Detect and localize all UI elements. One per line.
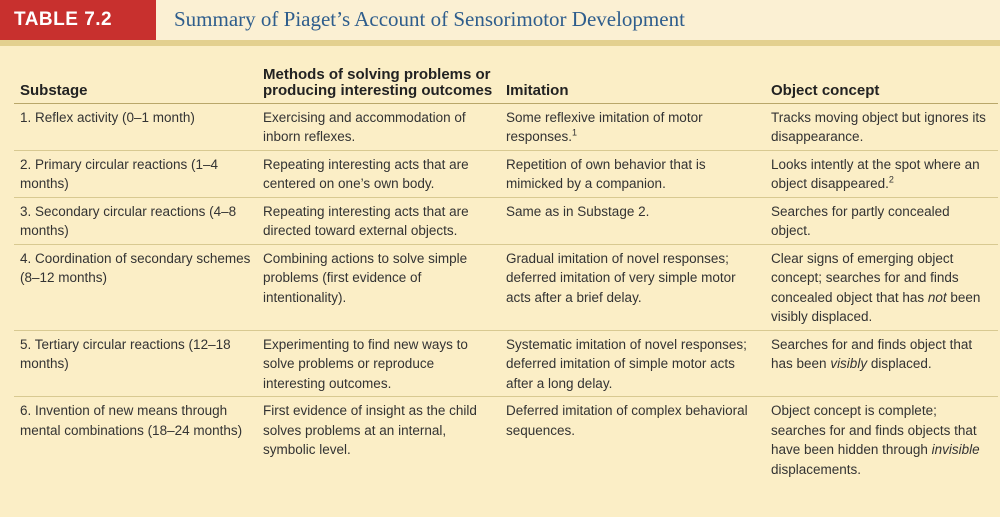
table-row <box>14 330 998 397</box>
header-rule <box>0 40 1000 46</box>
substage-cell: 3. Secondary circular reactions (4–8 months) <box>14 197 257 244</box>
table-row <box>14 397 998 483</box>
table-title: Summary of Piaget’s Account of Sensorimotor Development <box>174 7 685 31</box>
methods-cell: First evidence of insight as the child solves problems at an internal, symbolic level. <box>263 403 477 457</box>
object-concept-cell <box>765 150 998 197</box>
footnote-marker: 1 <box>572 127 578 138</box>
table-row <box>14 197 998 244</box>
emphasis-text: not <box>927 289 947 305</box>
substage-cell: 2. Primary circular reactions (1–4 months) <box>14 150 257 197</box>
substage-cell: 5. Tertiary circular reactions (12–18 months) <box>14 330 257 397</box>
object-concept-cell <box>765 397 998 483</box>
column-header-methods: Methods of solving problems or producing interesting outcomes <box>257 50 500 103</box>
methods-cell: Combining actions to solve simple problems (first evidence of intentionality). <box>257 244 500 330</box>
title-bar <box>0 0 1000 41</box>
imitation-text: Some reflexive imitation of motor responses. <box>506 109 703 144</box>
object-concept-text: been visibly displaced. <box>771 289 981 324</box>
imitation-cell: Systematic imitation of novel responses; deferred imitation of simple motor acts after a long delay. <box>500 330 765 397</box>
emphasis-text: invisible <box>931 442 980 457</box>
sensorimotor-table <box>14 50 998 482</box>
object-concept-text: Object concept is complete; searches for and finds objects that have been hidden through <box>771 403 977 457</box>
table-row <box>14 244 998 330</box>
imitation-cell <box>500 103 765 150</box>
table-row <box>14 150 998 197</box>
column-header-substage: Substage <box>14 50 257 103</box>
imitation-cell: Deferred imitation of complex behavioral sequences. <box>506 403 748 438</box>
column-header-object-concept: Object concept <box>765 50 998 103</box>
object-concept-text: Looks intently at the spot where an object disappeared. <box>771 156 980 191</box>
column-header-row <box>14 50 998 103</box>
object-concept-text: displacements. <box>771 461 862 477</box>
object-concept-cell: Searches for partly concealed object. <box>765 197 998 244</box>
table-number-tag: TABLE 7.2 <box>0 0 156 40</box>
object-concept-cell: Tracks moving object but ignores its disappearance. <box>765 103 998 150</box>
object-concept-cell <box>765 244 998 330</box>
object-concept-text: Searches for and finds object that has been <box>771 336 973 371</box>
imitation-cell: Same as in Substage 2. <box>500 197 765 244</box>
imitation-cell: Gradual imitation of novel responses; deferred imitation of very simple motor acts after a brief delay. <box>500 244 765 330</box>
methods-cell: Repeating interesting acts that are centered on one’s own body. <box>257 150 500 197</box>
object-concept-cell <box>765 330 998 397</box>
object-concept-text: Clear signs of emerging object concept; searches for and finds concealed object that has <box>771 250 959 305</box>
substage-cell: 4. Coordination of secondary schemes (8–12 months) <box>14 244 257 330</box>
methods-cell: Repeating interesting acts that are directed toward external objects. <box>257 197 500 244</box>
object-concept-text: displaced. <box>867 356 932 371</box>
methods-cell: Experimenting to find new ways to solve problems or reproduce interesting outcomes. <box>257 330 500 397</box>
column-header-imitation: Imitation <box>500 50 765 103</box>
emphasis-text: visibly <box>830 356 868 371</box>
methods-cell: Exercising and accommodation of inborn reflexes. <box>257 103 500 150</box>
footnote-marker: 2 <box>888 174 894 185</box>
table-row <box>14 103 998 150</box>
substage-cell: 6. Invention of new means through mental combinations (18–24 months) <box>20 403 243 438</box>
imitation-cell: Repetition of own behavior that is mimicked by a companion. <box>500 150 765 197</box>
substage-cell: 1. Reflex activity (0–1 month) <box>14 103 257 150</box>
